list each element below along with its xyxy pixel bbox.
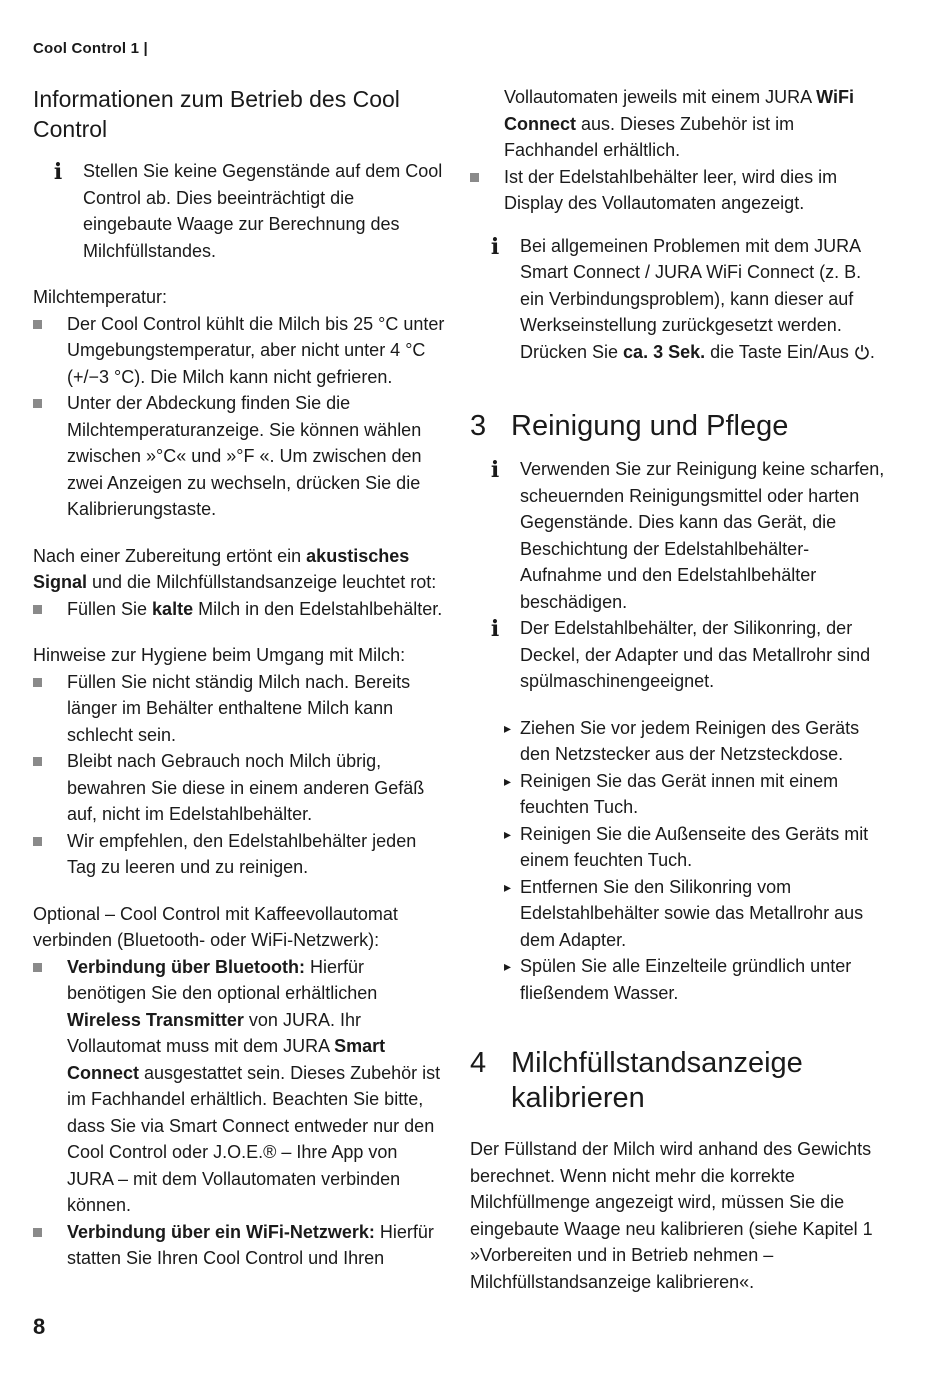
info-note-text: Der Edelstahlbehälter, der Silikonring, der Deckel, der Adapter und das Metallrohr sind spülmaschinengeeignet.	[520, 618, 871, 691]
milk-temp-label: Milchtemperatur:	[33, 287, 168, 307]
info-note	[470, 615, 888, 695]
info-icon: i	[490, 457, 500, 483]
connection-list	[33, 954, 445, 1272]
section-heading: Informationen zum Betrieb des Cool Control	[33, 86, 400, 142]
info-note	[470, 456, 888, 615]
milk-temp-list	[33, 311, 445, 523]
wifi-continued: Vollautomaten jeweils mit einem JURA WiFi Connect aus. Dieses Zubehör ist im Fachhandel erhältlich.	[504, 87, 854, 160]
list-item: Der Cool Control kühlt die Milch bis 25 °C unter Umgebungstemperatur, aber nicht unter 4 °C (+/−3 °C). Die Milch kann nicht gefrieren.	[33, 311, 445, 391]
chapter-heading-4: 4 Milchfüllstandsanzeige kalibrieren	[470, 1047, 803, 1114]
step-item: ▸ Reinigen Sie das Gerät innen mit einem feuchten Tuch.	[470, 768, 888, 821]
info-note	[470, 233, 888, 366]
list-item: Wir empfehlen, den Edelstahlbehälter jeden Tag zu leeren und zu reinigen.	[33, 828, 445, 881]
display-list	[470, 164, 888, 217]
list-item: Bleibt nach Gebrauch noch Milch übrig, bewahren Sie diese in einem anderen Gefäß auf, nicht im Edelstahlbehälter.	[33, 748, 445, 828]
signal-list	[33, 596, 445, 623]
step-item: ▸ Spülen Sie alle Einzelteile gründlich unter fließendem Wasser.	[470, 953, 888, 1006]
hygiene-label: Hinweise zur Hygiene beim Umgang mit Milch:	[33, 645, 406, 665]
info-note-text: Stellen Sie keine Gegenstände auf dem Cool Control ab. Dies beeinträchtigt die eingebaute Waage zur Berechnung des Milchfüllstandes.	[83, 161, 443, 261]
running-header: Cool Control 1 |	[33, 40, 148, 57]
info-icon: i	[53, 159, 63, 185]
hygiene-list	[33, 669, 445, 881]
optional-label: Optional – Cool Control mit Kaffeevollautomat verbinden (Bluetooth- oder WiFi-Netzwerk):	[33, 903, 398, 950]
step-item: ▸ Ziehen Sie vor jedem Reinigen des Geräts den Netzstecker aus der Netzsteckdose.	[470, 715, 888, 768]
power-icon	[854, 344, 870, 360]
list-item: Ist der Edelstahlbehälter leer, wird dies im Display des Vollautomaten angezeigt.	[470, 164, 888, 217]
info-icon: i	[490, 233, 500, 260]
info-note-text: Verwenden Sie zur Reinigung keine scharfen, scheuernden Reinigungsmittel oder harten Gegenstände. Dies kann das Gerät, die Beschichtung der Edelstahlbehälter-Aufnahme und den Edelstahlbehälter beschädigen.	[520, 459, 885, 612]
cleaning-steps	[470, 715, 888, 1007]
step-item: ▸ Entfernen Sie den Silikonring vom Edelstahlbehälter sowie das Metallrohr aus dem Adapter.	[470, 874, 888, 954]
info-note-text: Bei allgemeinen Problemen mit dem JURA Smart Connect / JURA WiFi Connect (z. B. ein Verbindungsproblem), kann dieser auf Werkseinstellung zurückgesetzt werden. Drücken Sie ca. 3 Sek. die Taste Ein/Aus .	[520, 235, 875, 362]
info-icon: i	[490, 616, 500, 642]
step-item: ▸ Reinigen Sie die Außenseite des Geräts mit einem feuchten Tuch.	[470, 821, 888, 874]
list-item: Füllen Sie kalte Milch in den Edelstahlbehälter.	[33, 596, 445, 623]
left-column	[33, 84, 445, 1272]
list-item-wifi: Verbindung über ein WiFi-Netzwerk: Hierfür statten Sie Ihren Cool Control und Ihren	[33, 1219, 445, 1272]
info-note	[33, 158, 445, 264]
list-item-bluetooth: Verbindung über Bluetooth: Hierfür benötigen Sie den optional erhältlichen Wireless Transmitter von JURA. Ihr Vollautomat muss mit dem JURA Smart Connect ausgestattet sein. Dieses Zubehör ist im Fachhandel erhältlich. Beachten Sie bitte, dass Sie via Smart Connect entweder nur den Cool Control oder J.O.E.® – Ihre App von JURA – mit dem Vollautomaten verbinden können.	[33, 954, 445, 1219]
chapter-heading-3: 3 Reinigung und Pflege	[470, 410, 789, 442]
right-column	[470, 84, 888, 1295]
list-item: Unter der Abdeckung finden Sie die Milchtemperaturanzeige. Sie können wählen zwischen »°C« und »°F «. Um zwischen den zwei Anzeigen zu wechseln, drücken Sie die Kalibrierungstaste.	[33, 390, 445, 523]
signal-paragraph: Nach einer Zubereitung ertönt ein akustisches Signal und die Milchfüllstandsanzeige leuchtet rot:	[33, 545, 437, 592]
list-item: Füllen Sie nicht ständig Milch nach. Bereits länger im Behälter enthaltene Milch kann schlecht sein.	[33, 669, 445, 749]
calibration-paragraph: Der Füllstand der Milch wird anhand des Gewichts berechnet. Wenn nicht mehr die korrekte Milchfüllmenge angezeigt wird, müssen Sie die eingebaute Waage neu kalibrieren (siehe Kapitel 1 »Vorbereiten und in Betrieb nehmen – Milchfüllstandsanzeige kalibrieren«.	[470, 1139, 873, 1292]
page-number: 8	[33, 1314, 46, 1339]
